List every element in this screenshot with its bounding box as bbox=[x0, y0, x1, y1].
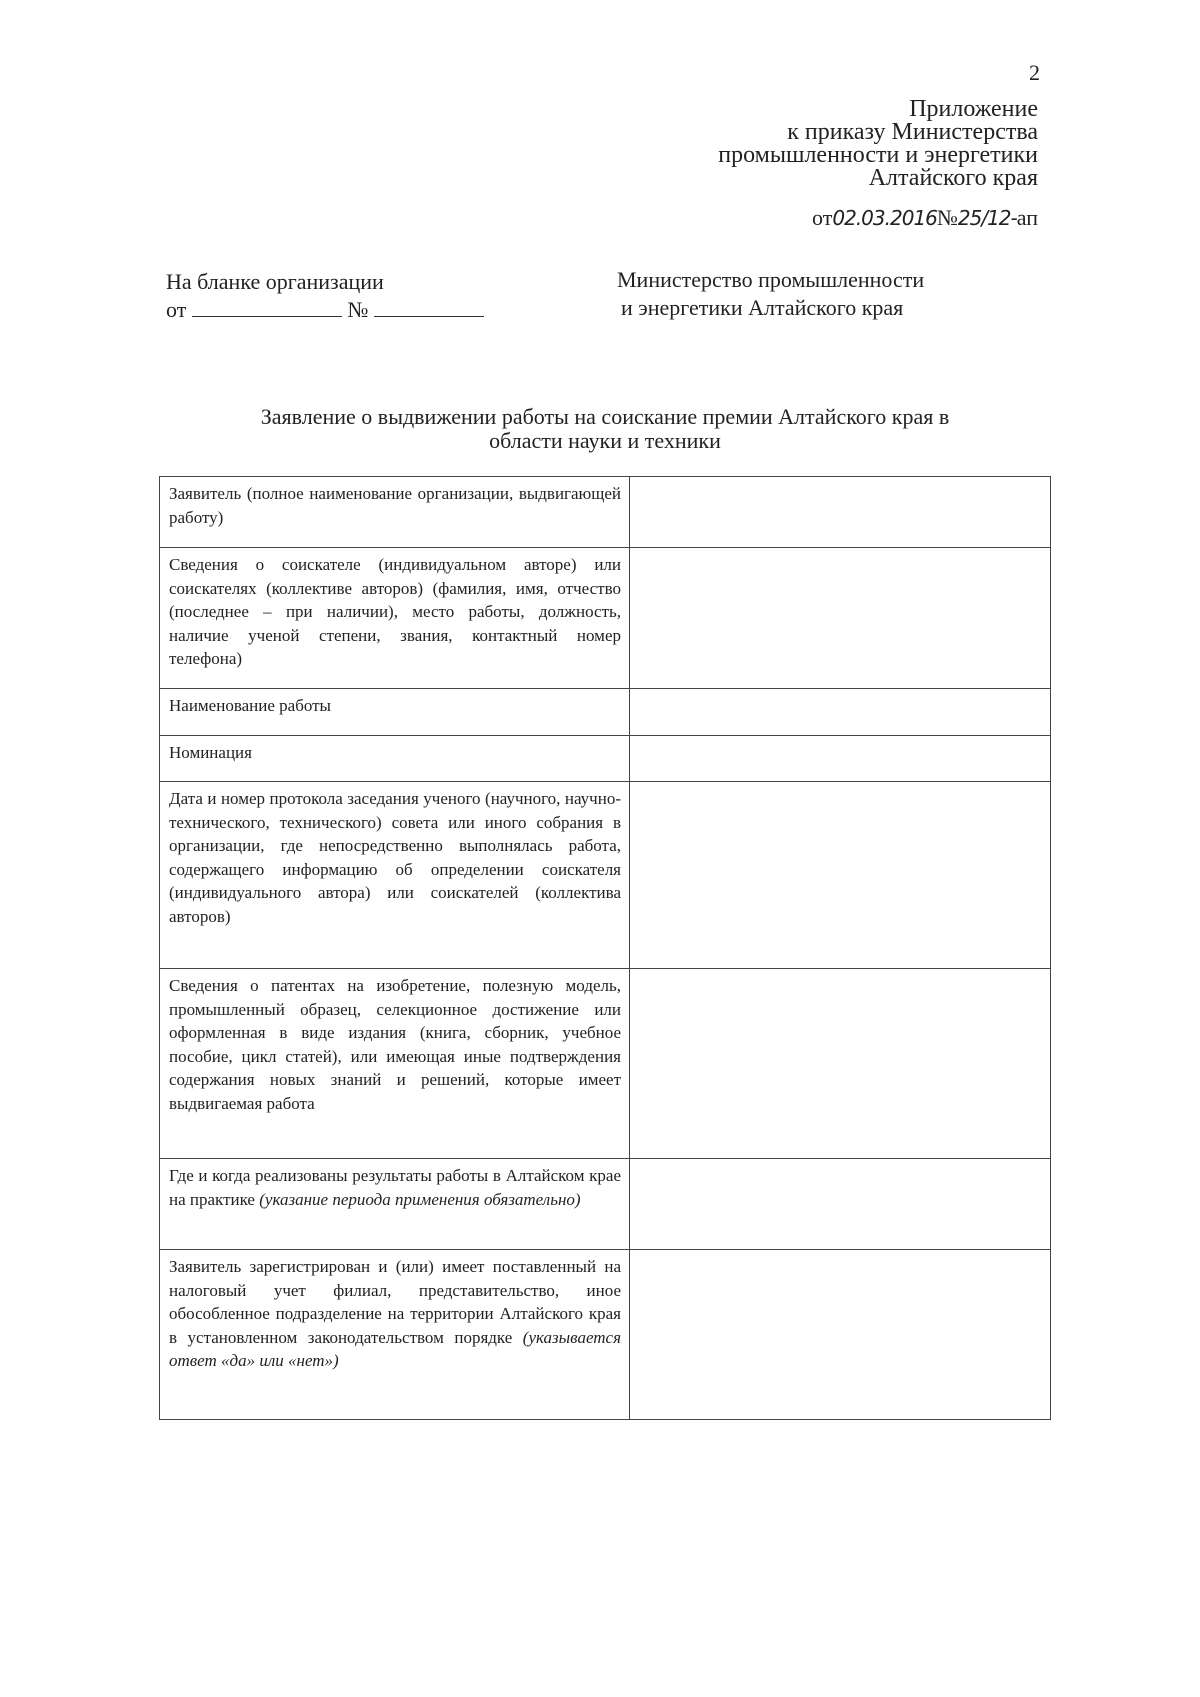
no-label: № bbox=[347, 297, 369, 322]
table-row bbox=[160, 1159, 1051, 1250]
row-label bbox=[160, 1250, 630, 1420]
row-value bbox=[630, 477, 1051, 548]
order-date: 02.03.2016 bbox=[832, 206, 937, 230]
row-label-text: Где и когда реализованы результаты работы в Алтайском крае на практике bbox=[169, 1166, 621, 1209]
table-row bbox=[160, 736, 1051, 782]
row-label-note: (указание периода применения обязательно) bbox=[259, 1189, 581, 1209]
row-value bbox=[630, 782, 1051, 969]
row-value bbox=[630, 689, 1051, 736]
table-row bbox=[160, 689, 1051, 736]
order-prefix: от bbox=[812, 205, 833, 230]
application-table bbox=[159, 476, 1051, 1420]
sender-block bbox=[166, 268, 484, 324]
order-reference bbox=[812, 205, 1038, 231]
row-label: Сведения о соискателе (индивидуальном авторе) или соискателях (коллективе авторов) (фамилия, имя, отчество (последнее – при наличии), место работы, должность, наличие ученой степени, звания, контактный номер телефона) bbox=[160, 548, 630, 689]
recipient-line: и энергетики Алтайского края bbox=[621, 295, 904, 320]
row-value bbox=[630, 736, 1051, 782]
appendix-line: Приложение bbox=[909, 96, 1038, 122]
table-row bbox=[160, 548, 1051, 689]
document-title bbox=[160, 405, 1050, 453]
row-label bbox=[160, 1159, 630, 1250]
row-label: Заявитель (полное наименование организации, выдвигающей работу) bbox=[160, 477, 630, 548]
table-row bbox=[160, 477, 1051, 548]
table-row bbox=[160, 1250, 1051, 1420]
appendix-header bbox=[718, 98, 1038, 190]
row-value bbox=[630, 1250, 1051, 1420]
appendix-line: Алтайского края bbox=[868, 165, 1038, 191]
from-label: от bbox=[166, 297, 187, 322]
order-number: 25/12- bbox=[957, 206, 1017, 230]
appendix-line: промышленности и энергетики bbox=[718, 142, 1038, 168]
page-number: 2 bbox=[1029, 60, 1040, 85]
order-no-label: № bbox=[936, 205, 958, 230]
recipient-block bbox=[617, 266, 924, 322]
row-label: Дата и номер протокола заседания ученого (научного, научно-технического, технического) совета или иного собрания в организации, где непосредственно выполнялась работа, содержащего информацию об определении соискателя (индивидуального автора) или соискателей (коллектива авторов) bbox=[160, 782, 630, 969]
title-line: области науки и техники bbox=[489, 428, 721, 453]
row-label: Номинация bbox=[160, 736, 630, 782]
sender-letterhead: На бланке организации bbox=[166, 269, 384, 294]
title-line: Заявление о выдвижении работы на соискание премии Алтайского края в bbox=[260, 404, 950, 429]
row-label: Наименование работы bbox=[160, 689, 630, 736]
row-value bbox=[630, 548, 1051, 689]
recipient-line: Министерство промышленности bbox=[617, 267, 925, 292]
appendix-line: к приказу Министерства bbox=[787, 119, 1038, 145]
row-value bbox=[630, 969, 1051, 1159]
date-blank bbox=[192, 298, 342, 317]
row-value bbox=[630, 1159, 1051, 1250]
order-suffix: ап bbox=[1016, 205, 1038, 230]
row-label-text: Заявитель зарегистрирован и (или) имеет поставленный на налоговый учет филиал, представительство, иное обособленное подразделение на территории Алтайского края в установленном законодательством порядке bbox=[169, 1257, 621, 1347]
table-row bbox=[160, 969, 1051, 1159]
row-label: Сведения о патентах на изобретение, полезную модель, промышленный образец, селекционное достижение или оформленная в виде издания (книга, сборник, учебное пособие, цикл статей), или имеющая иные подтверждения содержания новых знаний и решений, которые имеет выдвигаемая работа bbox=[160, 969, 630, 1159]
table-row bbox=[160, 782, 1051, 969]
number-blank bbox=[374, 298, 484, 317]
row-label-note: (указывается ответ «да» или «нет») bbox=[169, 1327, 621, 1370]
